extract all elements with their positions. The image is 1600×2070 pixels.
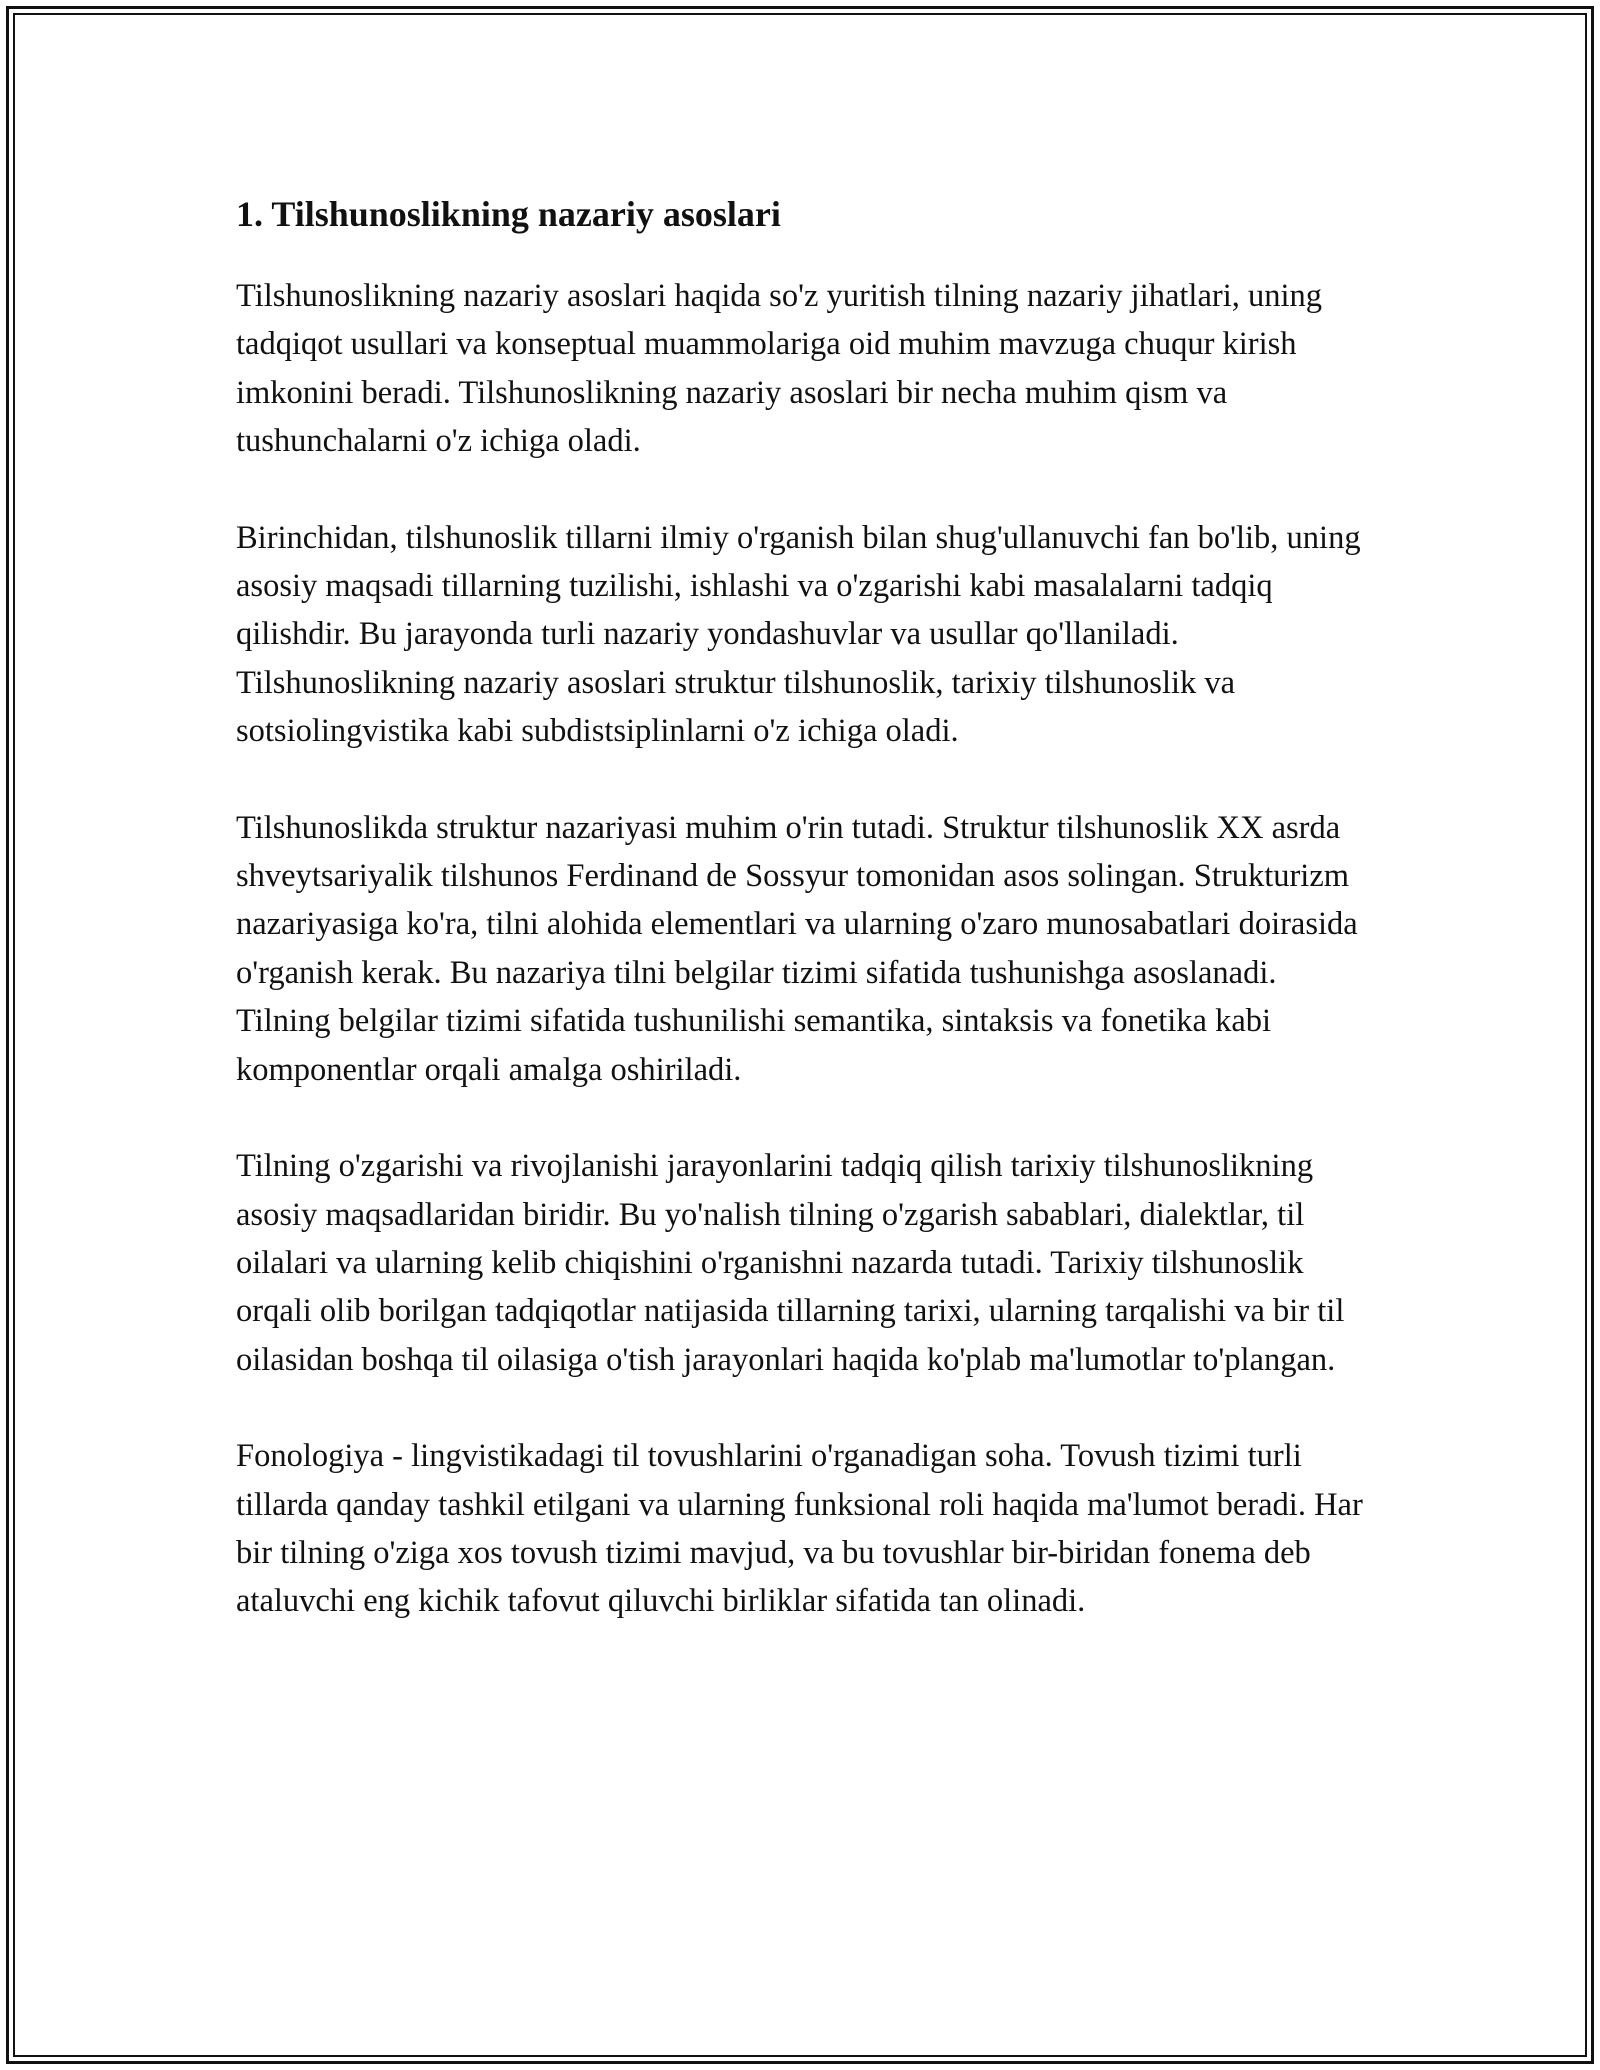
paragraph-structuralism: Tilshunoslikda struktur nazariyasi muhim o'rin tutadi. Struktur tilshunoslik XX asrda shveytsariyalik tilshunos Ferdinand de Sossyur tomonidan asos solingan. Strukturizm nazariyasiga ko'ra, tilni alohida elementlari va ularning o'zaro munosabatlari doirasida o'rganish kerak. Bu nazariya tilni belgilar tizimi sifatida tushunishga asoslanadi. Tilning belgilar tizimi sifatida tushunilishi semantika, sintaksis va fonetika kabi komponentlar orqali amalga oshiriladi.	[236, 809, 1358, 1088]
section-title: 1. Tilshunoslikning nazariy asoslari	[236, 194, 781, 234]
document-body	[236, 186, 1376, 1626]
paragraph-definition: Birinchidan, tilshunoslik tillarni ilmiy o'rganish bilan shug'ullanuvchi fan bo'lib, uning asosiy maqsadi tillarning tuzilishi, ishlashi va o'zgarishi kabi masalalarni tadqiq qilishdir. Bu jarayonda turli nazariy yondashuvlar va usullar qo'llaniladi. Tilshunoslikning nazariy asoslari struktur tilshunoslik, tarixiy tilshunoslik va sotsiolingvistika kabi subdistsiplinlarni o'z ichiga oladi.	[236, 519, 1361, 750]
paragraph-intro: Tilshunoslikning nazariy asoslari haqida so'z yuritish tilning nazariy jihatlari, uning tadqiqot usullari va konseptual muammolariga oid muhim mavzuga chuqur kirish imkonini beradi. Tilshunoslikning nazariy asoslari bir necha muhim qism va tushunchalarni o'z ichiga oladi.	[236, 278, 1323, 460]
paragraph-historical-linguistics: Tilning o'zgarishi va rivojlanishi jarayonlarini tadqiq qilish tarixiy tilshunoslikning asosiy maqsadlaridan biridir. Bu yo'nalish tilning o'zgarish sabablari, dialektlar, til oilalari va ularning kelib chiqishini o'rganishni nazarda tutadi. Tarixiy tilshunoslik orqali olib borilgan tadqiqotlar natijasida tillarning tarixi, ularning tarqalishi va bir til oilasidan boshqa til oilasiga o'tish jarayonlari haqida ko'plab ma'lumotlar to'plangan.	[236, 1148, 1345, 1378]
paragraph-phonology: Fonologiya - lingvistikadagi til tovushlarini o'rganadigan soha. Tovush tizimi turli tillarda qanday tashkil etilgani va ularning funksional roli haqida ma'lumot beradi. Har bir tilning o'ziga xos tovush tizimi mavjud, va bu tovushlar bir-biridan fonema deb ataluvchi eng kichik tafovut qiluvchi birliklar sifatida tan olinadi.	[236, 1438, 1363, 1620]
